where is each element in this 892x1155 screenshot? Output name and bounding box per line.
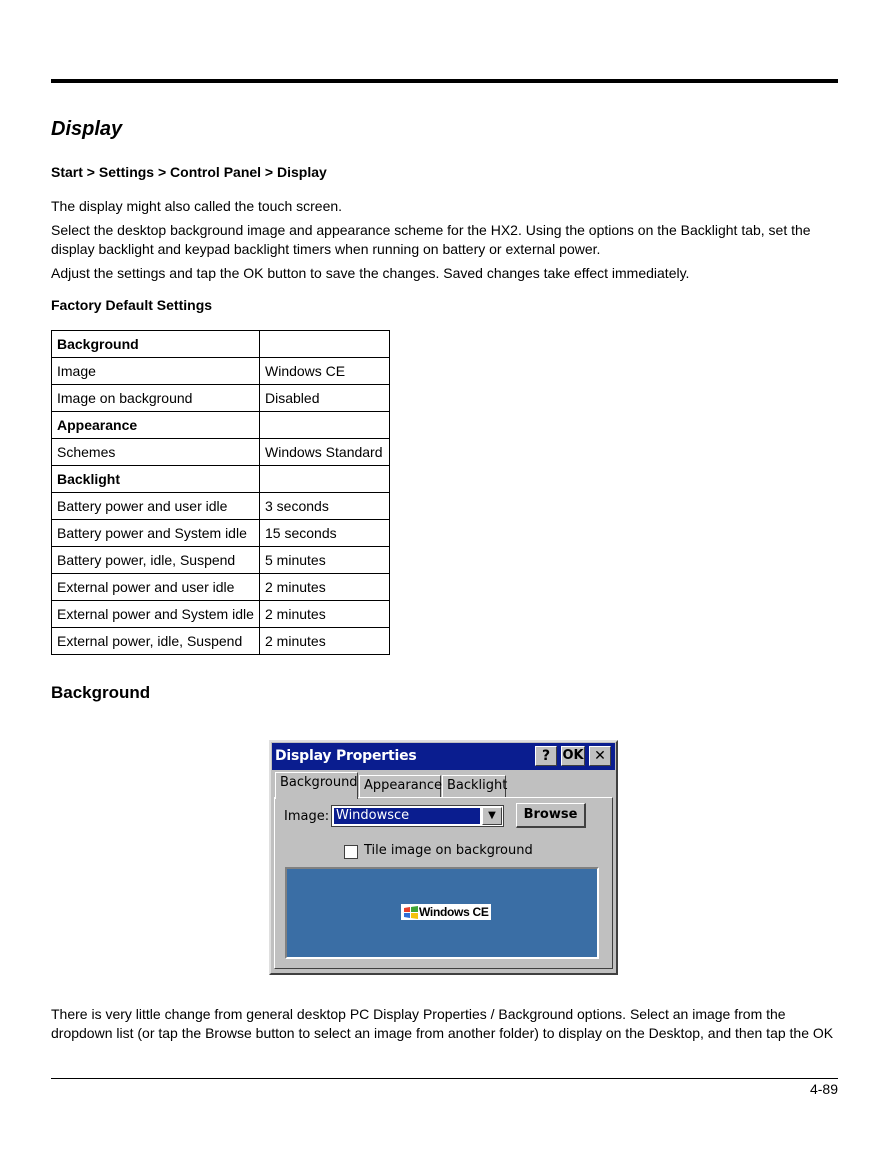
help-button[interactable]: ? — [535, 746, 557, 766]
windows-ce-logo — [401, 904, 491, 920]
page-number: 4-89 — [809, 1081, 838, 1097]
setting-value: Windows CE — [260, 358, 390, 385]
setting-label: External power and user idle — [52, 574, 260, 601]
setting-value: 2 minutes — [260, 574, 390, 601]
setting-label: Appearance — [52, 412, 260, 439]
table-row — [52, 574, 390, 601]
setting-value — [260, 466, 390, 493]
breadcrumb: Start > Settings > Control Panel > Display — [51, 164, 327, 180]
dialog-titlebar[interactable] — [272, 743, 615, 770]
table-row — [52, 385, 390, 412]
table-row — [52, 628, 390, 655]
setting-value: 5 minutes — [260, 547, 390, 574]
setting-label: Background — [52, 331, 260, 358]
setting-label: Schemes — [52, 439, 260, 466]
image-dropdown-value: Windowsce — [334, 808, 480, 824]
intro-paragraph-3: Adjust the settings and tap the OK button to save the changes. Saved changes take effect immediately. — [51, 265, 690, 281]
desktop-preview — [285, 867, 599, 959]
setting-value: Disabled — [260, 385, 390, 412]
setting-label: External power, idle, Suspend — [52, 628, 260, 655]
header-rule — [51, 79, 838, 83]
image-dropdown[interactable] — [331, 805, 504, 827]
table-row — [52, 466, 390, 493]
background-section-heading: Background — [51, 683, 151, 702]
setting-value: Windows Standard — [260, 439, 390, 466]
setting-label: Battery power and System idle — [52, 520, 260, 547]
ok-button[interactable]: OK — [561, 746, 585, 766]
setting-label: Battery power, idle, Suspend — [52, 547, 260, 574]
setting-label: Backlight — [52, 466, 260, 493]
intro-paragraph-2: Select the desktop background image and appearance scheme for the HX2. Using the options on the Backlight tab, set the display backlight and keypad backlight timers when running on battery or external power. — [51, 222, 811, 257]
footer-rule — [51, 1078, 838, 1079]
table-row — [52, 601, 390, 628]
setting-value: 3 seconds — [260, 493, 390, 520]
image-label: Image: — [284, 809, 330, 824]
setting-value: 2 minutes — [260, 601, 390, 628]
table-row — [52, 493, 390, 520]
background-body-paragraph: There is very little change from general desktop PC Display Properties / Background options. Select an image from the dropdown list (or tap the Browse button to select an image from another folder) to display on the Desktop, and then tap the OK — [51, 1006, 834, 1041]
setting-label: Battery power and user idle — [52, 493, 260, 520]
tab-appearance[interactable]: Appearance — [359, 775, 441, 797]
setting-label: External power and System idle — [52, 601, 260, 628]
table-row — [52, 547, 390, 574]
windows-flag-icon — [403, 906, 419, 919]
table-row — [52, 412, 390, 439]
setting-value — [260, 412, 390, 439]
tab-backlight[interactable]: Backlight — [442, 775, 506, 797]
display-properties-dialog — [269, 740, 618, 975]
tab-background[interactable]: Background — [275, 772, 358, 799]
table-row — [52, 520, 390, 547]
setting-value: 2 minutes — [260, 628, 390, 655]
tile-image-checkbox[interactable] — [344, 845, 358, 859]
tile-image-label[interactable]: Tile image on background — [364, 843, 533, 858]
setting-label: Image — [52, 358, 260, 385]
table-row — [52, 358, 390, 385]
chevron-down-icon[interactable]: ▼ — [482, 807, 502, 825]
factory-defaults-table — [51, 330, 390, 655]
intro-paragraph-1: The display might also called the touch screen. — [51, 198, 343, 214]
table-row — [52, 439, 390, 466]
table-row — [52, 331, 390, 358]
setting-value — [260, 331, 390, 358]
factory-defaults-heading: Factory Default Settings — [51, 297, 213, 313]
setting-label: Image on background — [52, 385, 260, 412]
close-button[interactable]: ✕ — [589, 746, 611, 766]
setting-value: 15 seconds — [260, 520, 390, 547]
windows-ce-logo-text: Windows CE — [419, 905, 489, 919]
page-title: Display — [51, 118, 123, 140]
browse-button[interactable]: Browse — [516, 803, 586, 828]
dialog-title: Display Properties — [275, 748, 417, 764]
